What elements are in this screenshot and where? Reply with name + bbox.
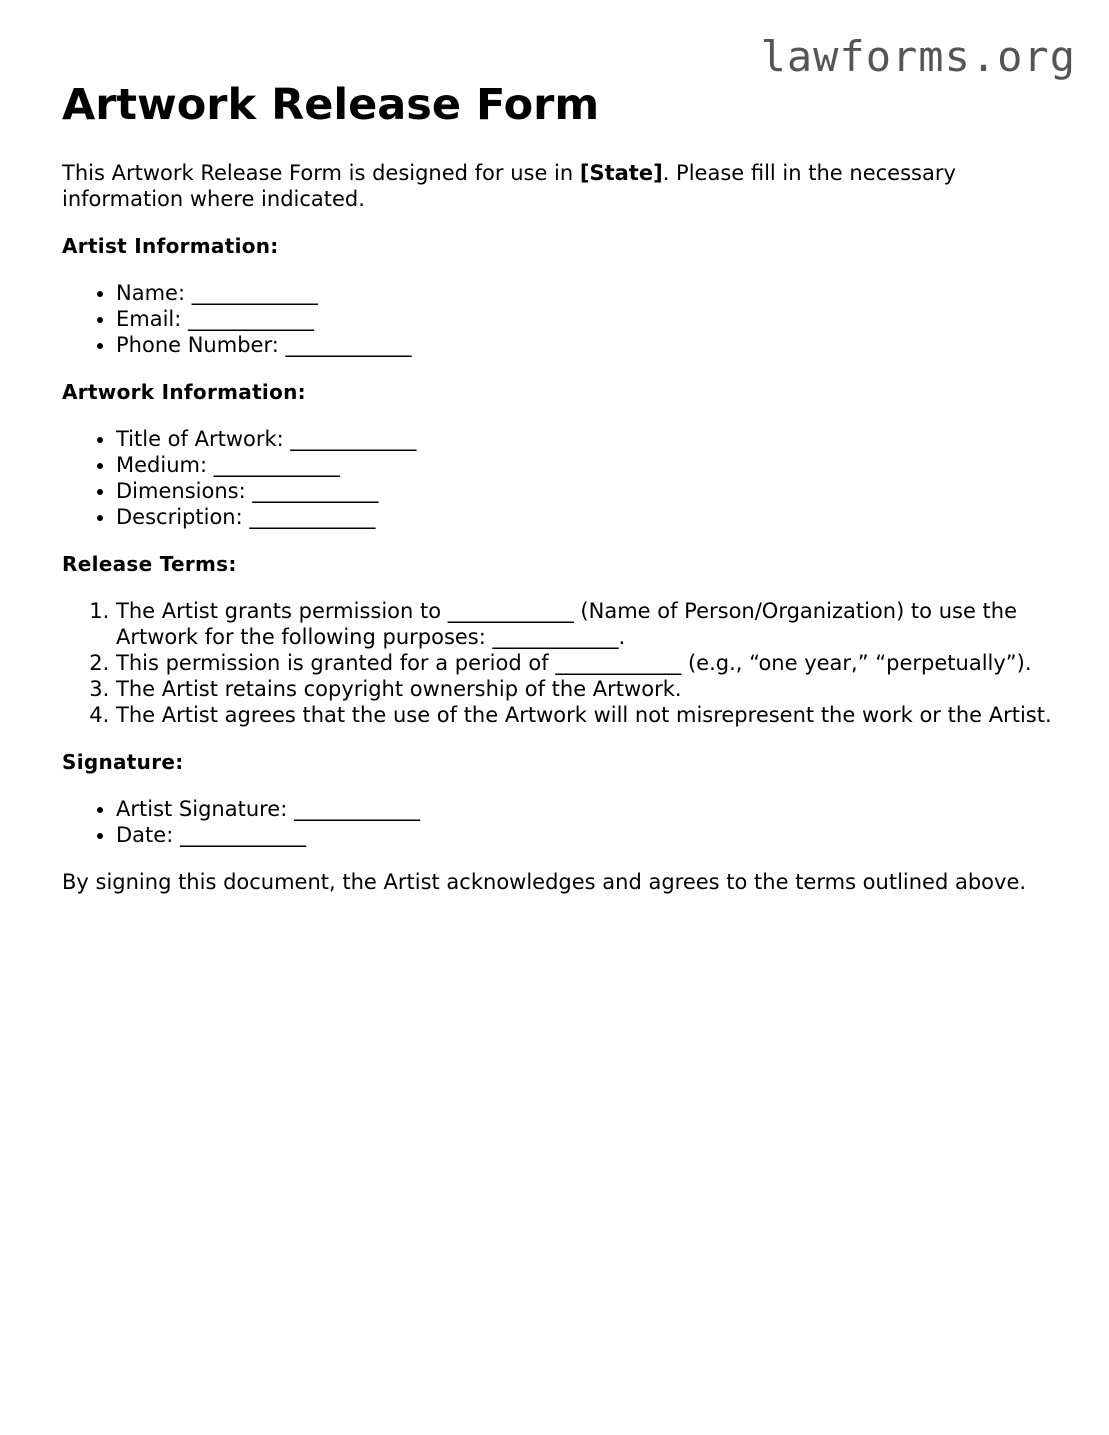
artwork-title-field: • Title of Artwork: ____________ [116,426,1052,452]
watermark-logo: lawforms.org [760,32,1076,81]
release-term-item: 4. The Artist agrees that the use of the Artwork will not misrepresent the work or the Artist. [116,702,1052,728]
release-terms-heading: Release Terms: [62,552,237,576]
intro-paragraph [62,160,1052,212]
release-term-item: 1. The Artist grants permission to ____________ (Name of Person/Organization) to use the Artwork for the following purposes: ____________. [116,598,1052,650]
release-term-item: 2. This permission is granted for a period of ____________ (e.g., “one year,” “perpetually”). [116,650,1052,676]
intro-text-after: . Please fill in the necessary information where indicated. [62,161,956,211]
state-placeholder: [State] [579,161,663,185]
release-term-item: 3. The Artist retains copyright ownership of the Artwork. [116,676,1052,702]
document-page [62,78,1052,895]
artwork-info-heading: Artwork Information: [62,380,306,404]
artwork-info-list [62,426,1052,530]
artwork-description-field: • Description: ____________ [116,504,1052,530]
artist-email-field: • Email: ____________ [116,306,1052,332]
artist-signature-field: • Artist Signature: ____________ [116,796,1052,822]
date-field: • Date: ____________ [116,822,1052,848]
artist-info-heading: Artist Information: [62,234,279,258]
artwork-medium-field: • Medium: ____________ [116,452,1052,478]
artist-phone-field: • Phone Number: ____________ [116,332,1052,358]
artist-name-field: • Name: ____________ [116,280,1052,306]
closing-paragraph: By signing this document, the Artist acknowledges and agrees to the terms outlined above. [62,870,1027,894]
intro-text-before: This Artwork Release Form is designed for use in [62,161,580,185]
signature-heading: Signature: [62,750,184,774]
page-title: Artwork Release Form [62,80,600,130]
artwork-dimensions-field: • Dimensions: ____________ [116,478,1052,504]
artist-info-list [62,280,1052,358]
signature-list [62,796,1052,848]
release-terms-list [62,598,1052,728]
